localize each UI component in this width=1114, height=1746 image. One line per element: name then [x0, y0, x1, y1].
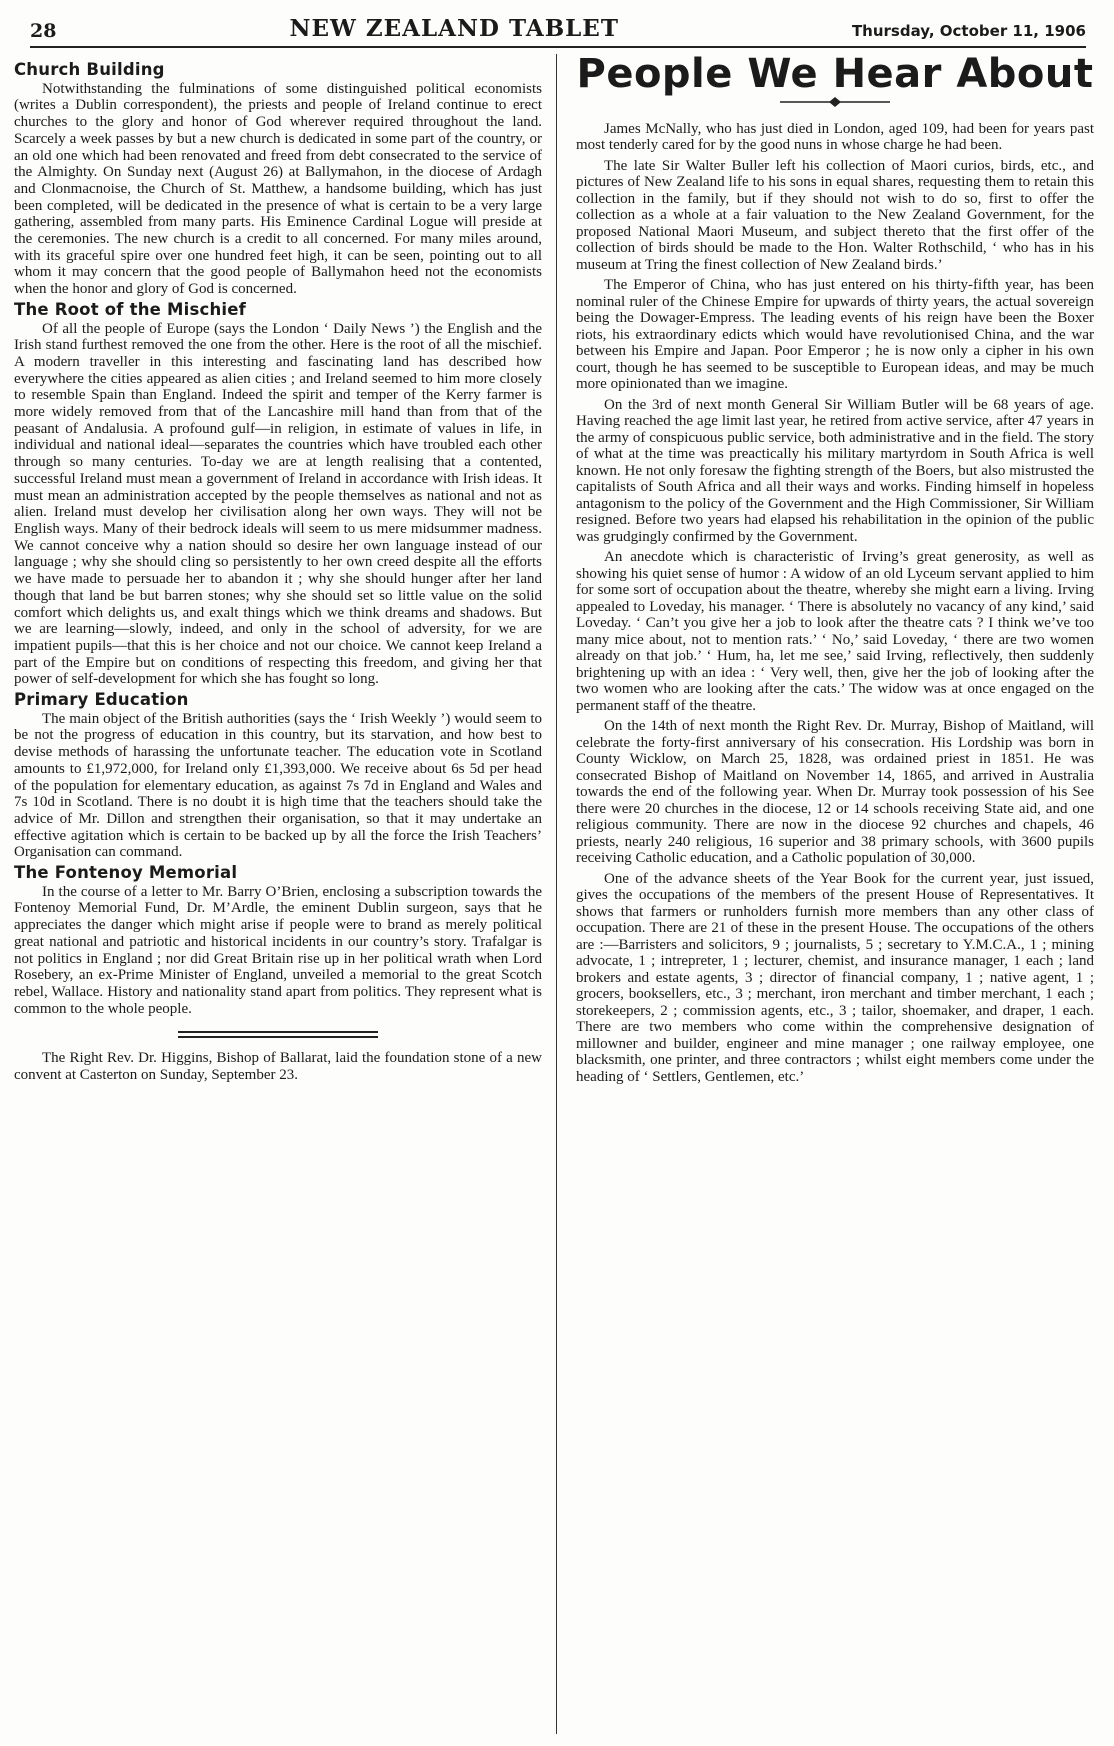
section-heading: Church Building	[14, 60, 165, 79]
double-rule-divider	[178, 1031, 378, 1038]
ornamental-rule	[576, 97, 1094, 107]
article-root-of-mischief	[14, 299, 542, 688]
page-number: 28	[30, 20, 57, 42]
article-paragraph: The main object of the British authorities (says the ‘ Irish Weekly ’) would seem to be not the progress of education in this country, but its starvation, and how best to devise methods of harassing the unfortunate teacher. The education vote in Scotland amounts to £1,972,000, for Ireland only £1,393,000. We receive about 6s 5d per head of the population for elementary education, as against 7s 7d in England and Wales and 7s 10d in Scotland. There is no doubt it is high time that the teachers should take the advice of Mr. Dillon and strengthen their organisation, so that it may undertake an effective agitation which is certain to be backed up by all the force the Irish Teachers’ Organisation can command.	[14, 710, 542, 861]
section-heading: Primary Education	[14, 690, 189, 710]
masthead	[30, 6, 1086, 48]
issue-date: Thursday, October 11, 1906	[851, 22, 1086, 40]
article-primary-education	[14, 692, 542, 861]
left-column	[14, 58, 542, 1738]
item-paragraph: An anecdote which is characteristic of Irving’s great generosity, as well as showing his quiet sense of humor : A widow of an old Lyceum servant applied to him for some sort of occupation about the theatre, whereby she might earn a living. Irving appealed to Loveday, his manager. ‘ There is absolutely no vacancy of any kind,’ said Loveday. ‘ Can’t you give her a job to look after the theatre cats ? I think we’ve too many mice about, not to mention rats.’ ‘ No,’ said Loveday, ‘ there are two women already on that job.’ ‘ Hum, ha, let me see,’ said Irving, reflectively, then suddenly brightening up with an idea : ‘ Very well, then, give her the job of looking after the two women who are looking after the cats.’ The widow was at once engaged on the permanent staff of the theatre.	[576, 549, 1094, 714]
item-paragraph: James McNally, who has just died in London, aged 109, had been for years past most tenderly cared for by the good nuns in whose charge he had been.	[576, 120, 1094, 153]
closing-note: The Right Rev. Dr. Higgins, Bishop of Ballarat, laid the foundation stone of a new convent at Casterton on Sunday, September 23.	[14, 1050, 542, 1084]
section-heading: The Fontenoy Memorial	[14, 863, 238, 883]
article-paragraph: Notwithstanding the fulminations of some distinguished political economists (writes a Dublin correspondent), the priests and people of Ireland continue to erect churches to the glory and honor of God wherever required throughout the land. Scarcely a week passes by but a new church is dedicated in some part of the country, or an old one which had been renovated and freed from debt consecrated to the service of the Almighty. On Sunday next (August 26) at Ballymahon, in the diocese of Ardagh and Clonmacnoise, the Church of St. Matthew, a handsome building, which has just been completed, will be dedicated in the presence of what is certain to be a very large gathering, assembled from many parts. His Eminence Cardinal Logue will preside at the ceremonies. The new church is a credit to all concerned. For many miles around, with its graceful spire over one hundred feet high, it can be seen, pointing out to all whom it may concern that the good people of Ballymahon heed not the economists when the honor and glory of God is concerned.	[14, 80, 542, 298]
diamond-ornament-icon	[780, 97, 890, 107]
item-paragraph: The Emperor of China, who has just entered on his thirty-fifth year, has been nominal ruler of the Chinese Empire for upwards of thirty years, the actual sovereign being the Dowager-Empress. The leading events of his reign have been the Boxer riots, his extraordinary edicts which would have revolutionised China, and the war between his Empire and Japan. Poor Emperor ; he is now only a cipher in his own court, though he has seemed to be susceptible to European ideas, and may be much more opinionated than we imagine.	[576, 277, 1094, 392]
item-paragraph: On the 3rd of next month General Sir William Butler will be 68 years of age. Having reached the age limit last year, he retired from active service, after 47 years in the army of conspicuous public service, both administrative and in the field. The story of what at the time was preactically his military martyrdom in South Africa is well known. He not only foresaw the fighting strength of the Boers, but also mistrusted the capitalists of South Africa and all their ways and works. Finding himself in hopeless antagonism to the policy of the Government and the High Commissioner, Sir William resigned. Before two years had elapsed his rehabilitation in the opinion of the public was grudgingly confirmed by the Government.	[576, 396, 1094, 545]
right-column	[576, 51, 1094, 1738]
column-divider	[556, 54, 557, 1734]
section-heading: The Root of the Mischief	[14, 299, 247, 319]
article-paragraph: In the course of a letter to Mr. Barry O’Brien, enclosing a subscription towards the Fontenoy Memorial Fund, Dr. M’Ardle, the eminent Dublin surgeon, says that he appreciates the danger which might arise if people were to brand as merely political great national and patriotic and historical incidents in our country’s story. Trafalgar is not politics in England ; nor did Great Britain rise up in her political wrath when Lord Rosebery, an ex-Prime Minister of England, unveiled a memorial to the great Scotch rebel, Wallace. History and nationality stand apart from politics. They represent what is common to the whole people.	[14, 883, 542, 1017]
item-paragraph: On the 14th of next month the Right Rev. Dr. Murray, Bishop of Maitland, will celebrate the forty-first anniversary of his consecration. His Lordship was born in County Wicklow, on March 25, 1828, was ordained priest in 1851. He was consecrated Bishop of Maitland on November 14, 1865, and arrived in Australia towards the end of the following year. When Dr. Murray took possession of his See there were 20 churches in the diocese, 12 or 14 schools receiving State aid, and one religious community. There are now in the diocese 92 churches and chapels, 46 priests, nearly 240 religious, 16 superior and 38 primary schools, with 3600 pupils receiving Catholic education, and a Catholic population of 30,000.	[576, 718, 1094, 866]
newspaper-title: NEW ZEALAND TABLET	[289, 15, 619, 42]
article-fontenoy-memorial	[14, 865, 542, 1017]
column-title: People We Hear About	[576, 51, 1094, 97]
article-paragraph: Of all the people of Europe (says the London ‘ Daily News ’) the English and the Irish stand furthest removed the one from the other. Here is the root of all the mischief. A modern traveller in this interesting and fascinating land has described how everywhere the cities appeared as alien cities ; and Ireland seemed to him more closely to resemble Spain than England. Indeed the spirit and temper of the Kerry farmer is more widely removed from that of the Lancashire mill hand than from that of the peasant of Andalusia. A profound gulf—in religion, in estimate of values in life, in individual and national ideal—separates the countries which have troubled each other through so many centuries. To-day we are at length realising that a contented, successful Ireland must mean a government of Ireland in accordance with Irish ideas. It must mean an administration accepted by the people themselves as national and not as alien. Ireland must develop her civilisation along her own ways. They will not be English ways. Many of their bedrock ideals will seem to us mere midsummer madness. We cannot conceive why a nation should so desire her own language instead of our language ; why she should cling so persistently to her own creed despite all the efforts we have made to persuade her to abandon it ; why she should hunger after her land though that land be but barren stones; why she should set so little value on the solid comfort which delights us, and exalt things which we think dreams and shadows. But we are learning—slowly, indeed, and only in the school of adversity, for we are impatient pupils—that this is her choice and not our choice. We cannot keep Ireland a part of the Empire but on conditions of respecting this freedom, and giving her that power of self-development for which she has fought so long.	[14, 320, 542, 688]
article-church-building	[14, 62, 542, 298]
item-paragraph: The late Sir Walter Buller left his collection of Maori curios, birds, etc., and pictures of New Zealand life to his sons in equal shares, requesting them to retain this collection in the family, but if they should not wish to do so, first to offer the collection as a whole at a fair valuation to the New Zealand Government, for the proposed National Maori Museum, and subject thereto that the first offer of the collection of birds should be made to the Hon. Walter Rothschild, ‘ who has in his museum at Tring the finest collection of New Zealand birds.’	[576, 157, 1094, 273]
item-paragraph: One of the advance sheets of the Year Book for the current year, just issued, gives the occupations of the members of the present House of Representatives. It shows that farmers or runholders furnish more members than any other class of occupation. There are 21 of these in the present House. The occupations of the others are :—Barristers and solicitors, 9 ; journalists, 5 ; secretary to Y.M.C.A., 1 ; mining advocate, 1 ; intrepreter, 1 ; lecturer, chemist, and insurance manager, 1 each ; land brokers and estate agents, 3 ; director of financial company, 1 ; native agent, 1 ; grocers, booksellers, etc., 3 ; merchant, iron merchant and timber merchant, 1 each ; storekeepers, 2 ; commission agents, etc., 3 ; tailor, shoemaker, and draper, 1 each. There are two members who come within the comprehensive designation of millowner and builder, engineer and mine manager ; one railway employee, one blacksmith, one printer, and three contractors ; whilst eight members come under the heading of ‘ Settlers, Gentlemen, etc.’	[576, 870, 1094, 1085]
